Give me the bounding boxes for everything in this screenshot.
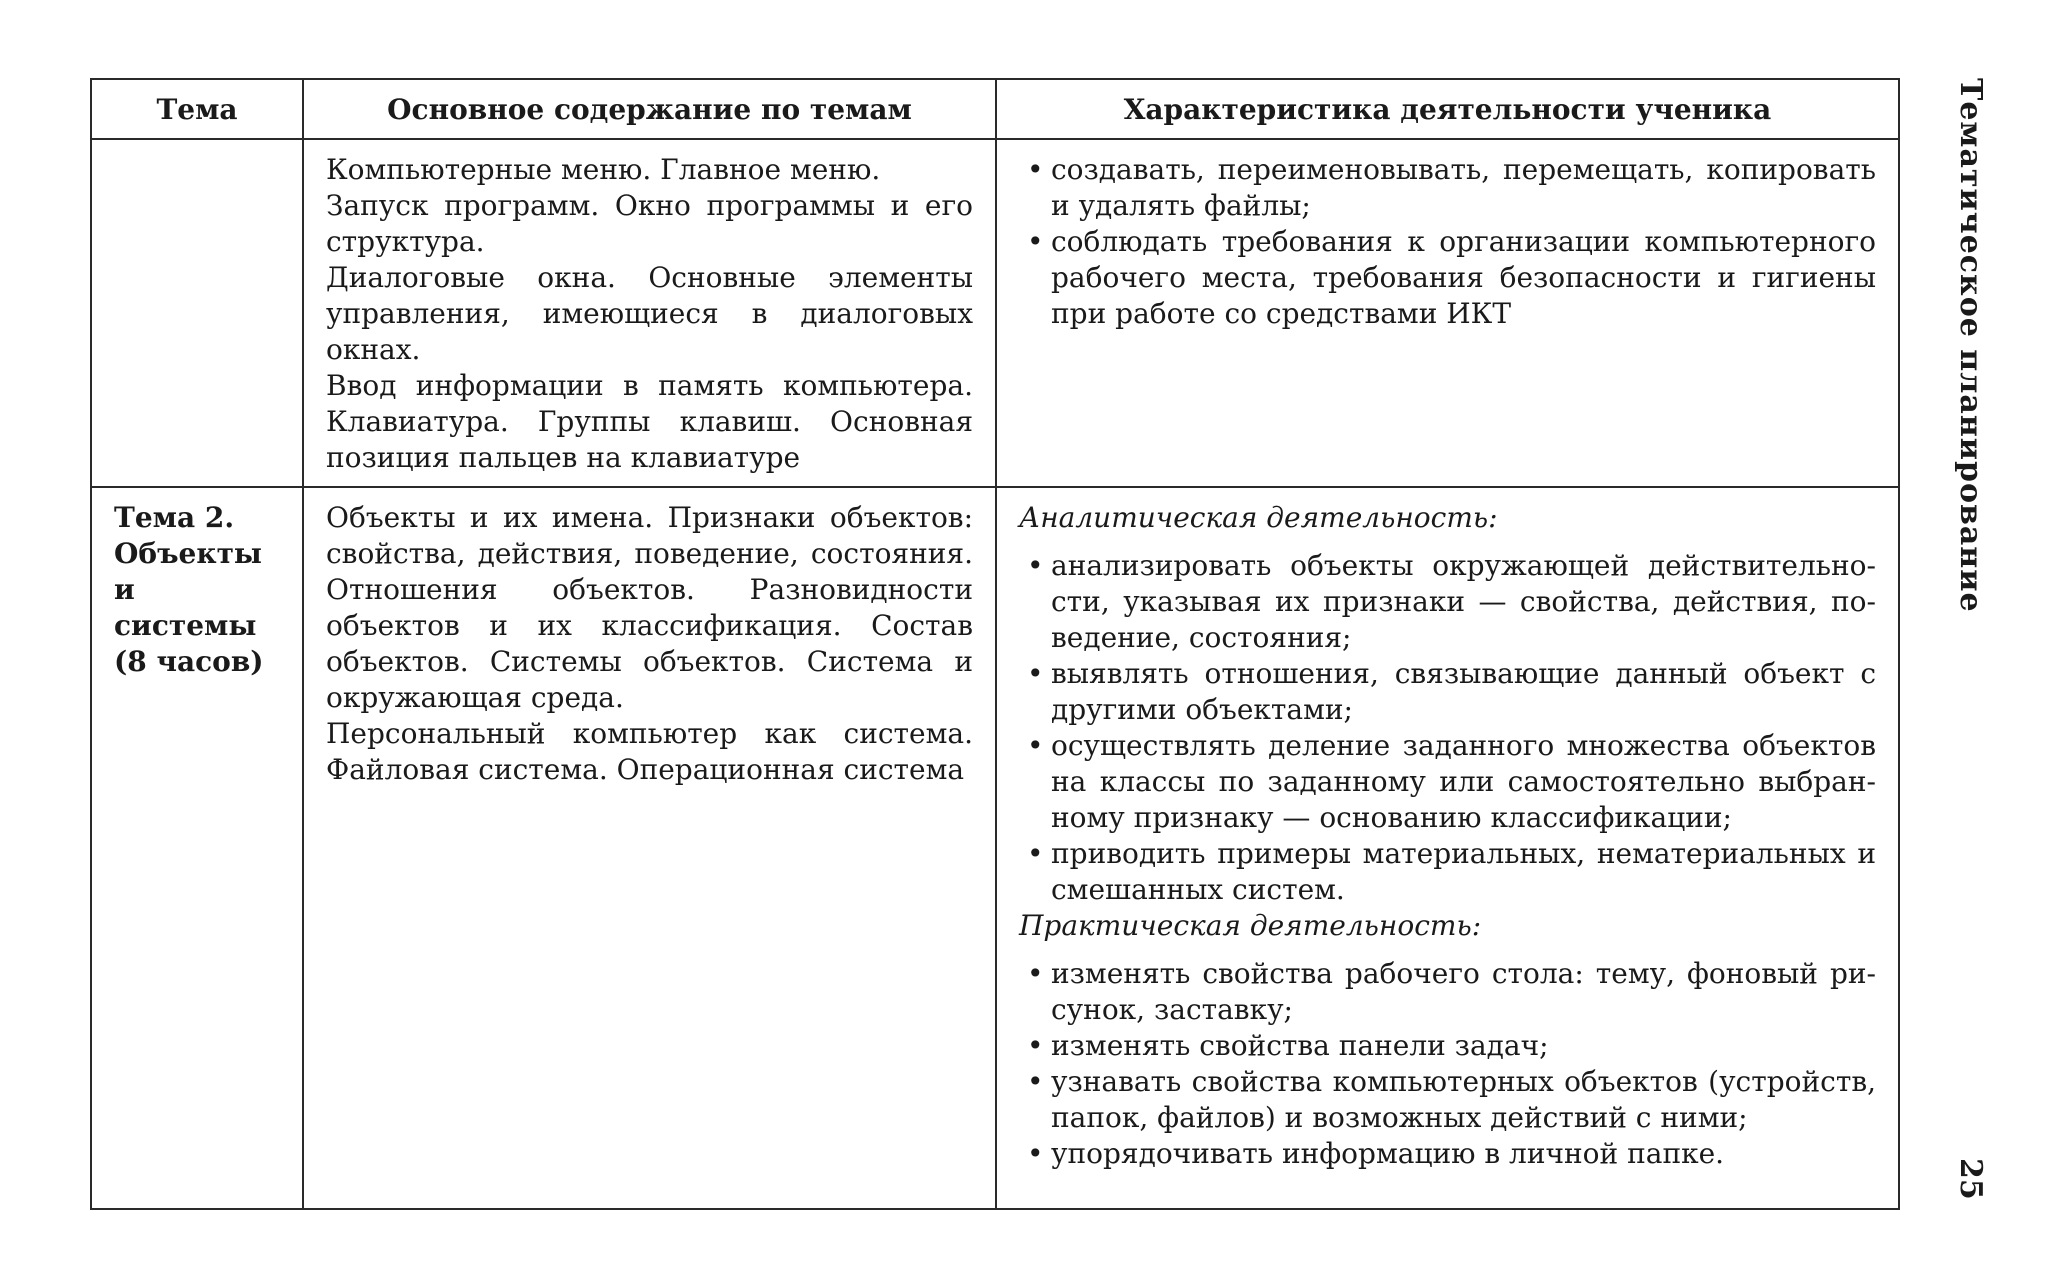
row1-topic bbox=[91, 139, 303, 487]
header-topic: Тема bbox=[91, 79, 303, 139]
activity-item: • узнавать свойства компьютерных объектов (устройств, папок, файлов) и возможных действий с ними; bbox=[1019, 1064, 1876, 1136]
row2-activity bbox=[996, 487, 1899, 1209]
activity-item: • изменять свойства рабочего стола: тему, фоновый рисунок, заставку; bbox=[1019, 956, 1876, 1028]
activity-item: • осуществлять деление заданного множества объектов на классы по заданному или самостоятельно выбранному признаку — основанию классификации; bbox=[1019, 728, 1876, 836]
activity-item: • приводить примеры материальных, нематериальных и смешанных систем. bbox=[1019, 836, 1876, 908]
header-activity: Характеристика деятельности ученика bbox=[996, 79, 1899, 139]
content-paragraph: Компьютерные меню. Главное меню. bbox=[326, 153, 881, 186]
activity-item: • соблюдать требования к организации компьютерного рабочего места, требования безопасности и гигиены при работе со средствами ИКТ bbox=[1019, 224, 1876, 332]
activity-item: • выявлять отношения, связывающие данный объект с другими объектами; bbox=[1019, 656, 1876, 728]
activity-list bbox=[1019, 152, 1876, 332]
activity-item: • упорядочивать информацию в личной папке. bbox=[1019, 1136, 1876, 1172]
page-number: 25 bbox=[1953, 1158, 1988, 1200]
content-paragraph: Ввод информации в память компьютера. Клавиатура. Группы клавиш. Основная позиция пальцев на клавиатуре bbox=[326, 369, 973, 474]
thematic-plan-table bbox=[90, 78, 1900, 1210]
practical-section-title: Практическая деятельность: bbox=[1019, 909, 1482, 942]
content-paragraph: Персональный компьютер как система. Файловая система. Операционная система bbox=[326, 717, 973, 786]
analytic-activity-list bbox=[1019, 548, 1876, 908]
activity-item: • изменять свойства панели задач; bbox=[1019, 1028, 1876, 1064]
table-row bbox=[91, 487, 1899, 1209]
header-content: Основное содержание по темам bbox=[303, 79, 996, 139]
row2-topic: Тема 2. Объекты и системы (8 часов) bbox=[91, 487, 303, 1209]
table-row bbox=[91, 139, 1899, 487]
activity-item: • анализировать объекты окружающей действительности, указывая их признаки — свойства, действия, поведение, состояния; bbox=[1019, 548, 1876, 656]
row2-content bbox=[303, 487, 996, 1209]
analytic-section-title: Аналитическая деятельность: bbox=[1019, 501, 1498, 534]
content-paragraph: Объекты и их имена. Признаки объектов: свойства, действия, поведение, состояния. Отношения объектов. Разновидности объектов и их классификация. Состав объектов. Системы объектов. Система и окружающая среда. bbox=[326, 501, 973, 714]
content-paragraph: Диалоговые окна. Основные элементы управления, имеющиеся в диалоговых окнах. bbox=[326, 261, 973, 366]
content-paragraph: Запуск программ. Окно программы и его структура. bbox=[326, 189, 973, 258]
side-running-title: Тематическое планирование bbox=[1953, 78, 1988, 613]
activity-item: • создавать, переименовывать, перемещать, копировать и удалять файлы; bbox=[1019, 152, 1876, 224]
row1-activity bbox=[996, 139, 1899, 487]
practical-activity-list bbox=[1019, 956, 1876, 1172]
row1-content bbox=[303, 139, 996, 487]
table-header-row bbox=[91, 79, 1899, 139]
